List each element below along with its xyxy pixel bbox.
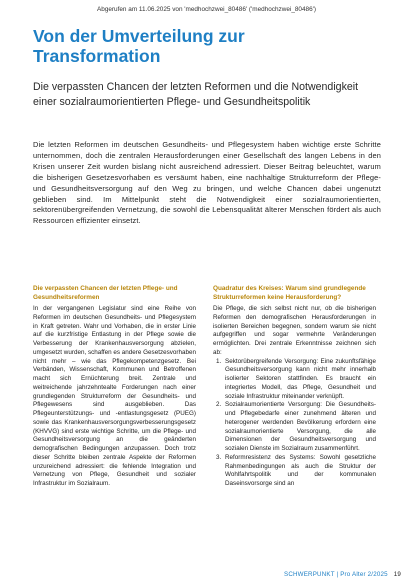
list-item: 3. Reformresistenz des Systems: Sowohl gesetzliche Rahmenbedingungen als auch die Struktur der Wohlfahrtspolitik und der kommunalen Daseinsvorsorge sind an [223,454,376,489]
right-column-heading: Quadratur des Kreises: Warum sind grundlegende Strukturreformen keine Herausforderung? [213,285,366,301]
page-footer [284,571,401,578]
left-column [33,285,196,489]
left-column-heading: Die verpassten Chancen der letzten Pflege- und Gesundheitsreformen [33,285,178,301]
download-stamp: Abgerufen am 11.06.2025 von 'medhochzwei_80486' ('medhochzwei_80486') [97,6,316,13]
right-column-intro: Die Pflege, die sich selbst nicht nur, ob die bisherigen Reformen den demografischen Herausforderungen in isolierten Bereichen begegnen, sondern warum sie nicht aufgegriffen und sogar vermehrte Veränderungen ermöglichten. Drei zentrale Erkenntnisse zeichnen sich ab: [213,305,376,356]
footer-section: SCHWERPUNKT | Pro Alter 2/2025 [284,571,388,578]
page-number: 19 [393,571,401,578]
list-item: 1. Sektorübergreifende Versorgung: Eine zukunftsfähige Gesundheitsversorgung kann nicht mehr innerhalb isolierter Sektoren stattfinden. Es braucht ein integriertes Modell, das Pflege, Gesundheit und soziale Infrastruktur miteinander verknüpft. [223,358,376,402]
article-intro: Die letzten Reformen im deutschen Gesundheits- und Pflegesystem haben wichtige erste Schritte unternommen, doch die zentralen Herausforderungen einer Gesellschaft des langen Lebens in den Krisen unserer Zeit wurden bislang nicht ausreichend adressiert. Dieser Beitrag beleuchtet, warum die bisherigen Gesetzesvorhaben es versäumt haben, eine nachhaltige Strukturreform der Pflege- und Gesundheitsversorgung auf den Weg zu bringen, und welche Chancen dabei ungenutzt geblieben sind. Im Mittelpunkt steht die Notwendigkeit einer sozialraumorientierten, sektorenübergreifenden Vernetzung, die sowohl die Lebensqualität älterer Menschen fördert als auch Ressourcen effizienter einsetzt. [33,140,381,226]
article-subtitle: Die verpassten Chancen der letzten Reformen und die Notwendigkeit einer sozialraumorientierten Pflege- und Gesundheitspolitik [33,81,359,108]
left-column-body: In der vergangenen Legislatur sind eine Reihe von Reformen im deutschen Gesundheits- und Pflegesystem in Kraft getreten. Wahr und Vorhaben, die in erster Linie auf die kurzfristige Entlastung in der Pflege sowie die Verbesserung der Krankenhausversorgung abzielen, umgesetzt wurden, schaffen es andere Gesetzesvorhaben nicht mehr – wie das Pflegekompetenzgesetz. Bei Verbänden, Wissenschaft, Kommunen und Betroffenen macht sich Ernüchterung breit. Zentrale und weitreichende jahrzehntealte Forderungen nach einer grundlegenden Strukturreform der Gesundheits- und Pflegewesens sind ausgeblieben. Das Pflegeunterstützungs- und -entlastungsgesetz (PUEG) sowie das Krankenhausversorgungsverbesserungsgesetz (KHVVG) sind erste wichtige Schritte, um die Pflege- und Gesundheitsversorgung an die geänderten demografischen Bedingungen anzupassen. Doch trotz dieser Schritte bleiben zentrale Aspekte der Reformen unzureichend adressiert: die fehlende Integration und Vernetzung von Pflege, Gesundheit und sozialer Infrastruktur im Sozialraum. [33,305,197,488]
list-item: 2. Sozialraumorientierte Versorgung: Die Gesundheits- und Pflegebedarfe einer zunehmend älteren und heterogener werdenden Bevölkerung erfordern eine sozialraumorientierte Versorgung, die alle Dimensionen der Gesundheitsversorgung und sozialen Dienste im Sozialraum zusammenführt. [223,401,376,454]
findings-list [213,358,376,489]
article-title: Von der Umverteilung zur Transformation [33,26,245,66]
right-column [213,285,376,489]
